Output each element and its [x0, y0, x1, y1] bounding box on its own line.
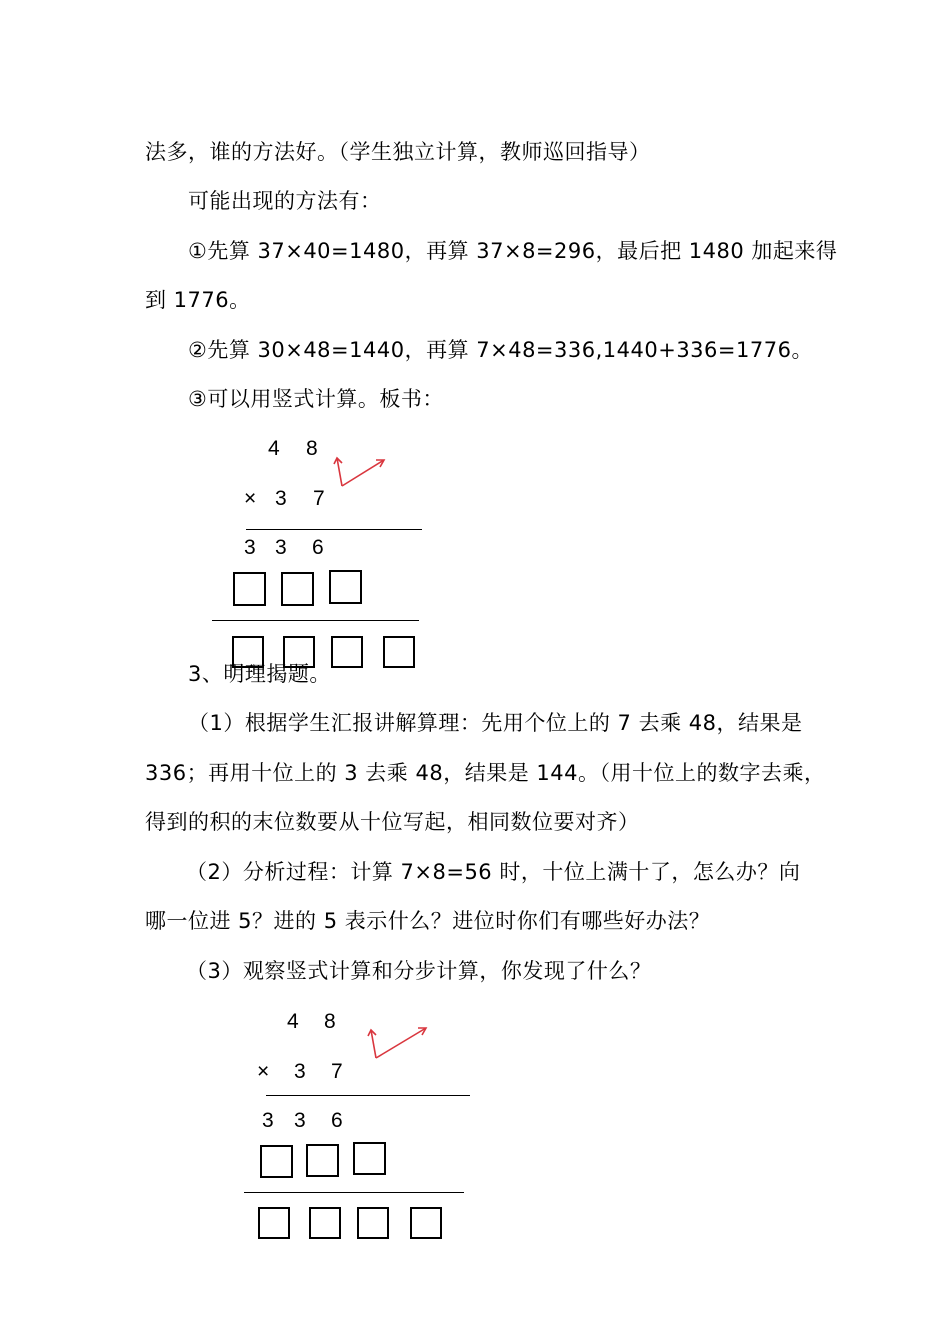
- calc-digit: 3: [294, 1109, 306, 1132]
- calc-rule: [212, 620, 419, 621]
- calc-digit: 3: [262, 1109, 274, 1132]
- calc-digit: 7: [313, 487, 325, 510]
- paragraph-line: 得到的积的末位数要从十位写起，相同数位要对齐）: [145, 810, 640, 834]
- answer-box: [331, 636, 363, 668]
- answer-box: [281, 572, 314, 606]
- paragraph-line: ①先算 37×40=1480，再算 37×8=296，最后把 1480 加起来得: [188, 239, 838, 263]
- answer-box: [357, 1207, 389, 1239]
- paragraph-line: 可能出现的方法有：: [188, 189, 382, 213]
- paragraph-line: 哪一位进 5？进的 5 表示什么？进位时你们有哪些好办法？: [145, 909, 711, 933]
- answer-box: [258, 1207, 290, 1239]
- calc-rule: [266, 1095, 470, 1096]
- paragraph-line: （1）根据学生汇报讲解算理：先用个位上的 7 去乘 48，结果是: [188, 711, 803, 735]
- answer-box: [329, 570, 362, 604]
- paragraph-line: （2）分析过程：计算 7×8=56 时，十位上满十了，怎么办？向: [186, 860, 801, 884]
- answer-box: [306, 1144, 339, 1177]
- calc-digit: 3: [275, 487, 287, 510]
- answer-box: [383, 636, 415, 668]
- calc-digit: 3: [275, 536, 287, 559]
- carry-arrow-icon: [334, 452, 394, 492]
- answer-box: [309, 1207, 341, 1239]
- paragraph-line: （3）观察竖式计算和分步计算，你发现了什么？: [186, 959, 652, 983]
- paragraph-line: 法多，谁的方法好。（学生独立计算，教师巡回指导）: [145, 140, 651, 164]
- calc-digit: 6: [312, 536, 324, 559]
- answer-box: [233, 572, 266, 606]
- calc-digit: 6: [331, 1109, 343, 1132]
- times-sign: ×: [244, 487, 257, 510]
- carry-arrow-icon: [366, 1024, 430, 1064]
- calc-digit: 3: [244, 536, 256, 559]
- answer-box: [353, 1142, 386, 1175]
- section-heading: 3、明理揭题。: [188, 662, 331, 686]
- times-sign: ×: [257, 1060, 270, 1083]
- calc-digit: 8: [306, 437, 318, 460]
- calc-digit: 4: [268, 437, 280, 460]
- calc-digit: 3: [294, 1060, 306, 1083]
- calc-digit: 7: [331, 1060, 343, 1083]
- calc-digit: 4: [287, 1010, 299, 1033]
- paragraph-line: 336；再用十位上的 3 去乘 48，结果是 144。（用十位上的数字去乘，: [145, 761, 826, 785]
- paragraph-line: ②先算 30×48=1440，再算 7×48=336,1440+336=1776。: [188, 338, 813, 362]
- answer-box: [410, 1207, 442, 1239]
- calc-rule: [244, 1192, 464, 1193]
- calc-digit: 8: [324, 1010, 336, 1033]
- paragraph-line: ③可以用竖式计算。板书：: [188, 387, 444, 411]
- paragraph-line: 到 1776。: [145, 288, 251, 312]
- calc-rule: [246, 529, 422, 530]
- answer-box: [260, 1145, 293, 1178]
